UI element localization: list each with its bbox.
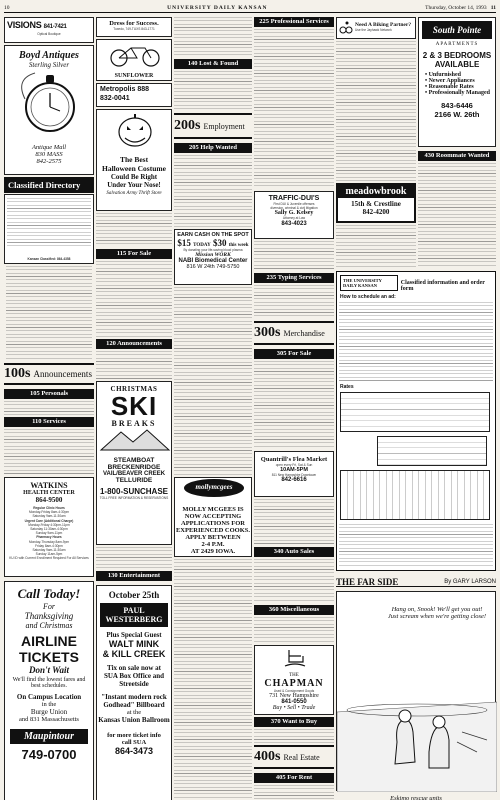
meadowbrook-ad (336, 183, 416, 223)
announcements-num: 100s (4, 366, 31, 381)
lost-found-header: 140 Lost & Found (174, 59, 252, 69)
molly-line6: 2-4 P.M. (201, 541, 225, 548)
newspaper-page (4, 3, 496, 800)
call-airline: AIRLINE (21, 633, 77, 649)
molly-line1: MOLLY MCGEES IS (182, 506, 244, 513)
metropolis-ad (96, 83, 172, 107)
announcements-label: Announcements (33, 369, 92, 379)
entertainment-header: 130 Entertainment (96, 571, 172, 581)
ski-phone: 1-800-SUNCHASE (99, 487, 169, 496)
watkins-phone: 864-9500 (35, 496, 63, 504)
earn-week: this week (228, 243, 249, 248)
watkins-hours-4: Urgent Care (Additional Charge) (24, 518, 74, 523)
ski-title: CHRISTMAS (110, 385, 158, 393)
far-side-byline: By GARY LARSON (444, 578, 496, 585)
watkins-name: WATKINS (30, 481, 68, 490)
south-pointe-available: AVAILABLE (434, 60, 480, 69)
hallow-line2: Halloween Costume (102, 164, 166, 173)
pocket-watch-icon (5, 69, 94, 139)
biking-sub: Use the Jayhawk Network (355, 27, 392, 32)
far-side-header (336, 577, 496, 587)
quantrill-days: open every Fri, Sat & Sun (275, 463, 313, 467)
quantrill-hours: 10AM-5PM (280, 467, 308, 474)
concert-info: for more ticket info call SUA (107, 732, 161, 746)
molly-line3: APPLICATIONS FOR (181, 520, 245, 527)
hallow-line5: Salvation Army Thrift Store (106, 191, 162, 196)
auto-sales-header: 340 Auto Sales (254, 547, 334, 557)
meadowbrook-phone: 842-4200 (362, 208, 390, 216)
concert-venue: Kansas Union Ballroom (98, 716, 170, 724)
call-address: and 831 Massachusetts (19, 716, 79, 723)
classified-order-form (336, 271, 496, 571)
watkins-hours-2: Monday-Friday 8am-4:30pm (28, 510, 70, 515)
south-pointe-item2: • Newer Appliances (425, 78, 475, 84)
ski-telluride: TELLURIDE (115, 477, 153, 484)
dress-sub: Tuxedo, 749-TUXS 843-1771 (113, 27, 155, 31)
earn-today: TODAY (193, 243, 211, 248)
announcements-banner (4, 363, 94, 385)
bicycle-icon (97, 40, 172, 68)
professional-services-header: 225 Professional Services (254, 17, 334, 27)
boyd-title: Boyd Antiques (19, 50, 79, 61)
boyd-sub: Sterling Silver (28, 61, 70, 69)
chapman-name: CHAPMAN (264, 678, 324, 689)
westerberg-concert-ad (96, 585, 172, 800)
maupintour-logo: Maupintour (10, 729, 88, 744)
watkins-hours-6: Saturday 11:30am-4:30pm (30, 527, 68, 532)
ski-vail: VAIL/BEAVER CREEK (102, 471, 166, 477)
sunchase-ski-ad (96, 381, 172, 545)
concert-date: October 25th (108, 590, 160, 600)
earn-address: 816 W 24th 749-5750 (186, 264, 240, 271)
sunflower-sub: BIKE SHOP (125, 79, 143, 81)
concert-tix3: Streetside (119, 680, 149, 688)
biking-title: Need A Biking Partner? (355, 21, 412, 28)
quantrill-flea-ad (254, 451, 334, 497)
meadowbrook-address: 15th & Crestline (351, 200, 401, 208)
maupintour-ad (4, 581, 94, 800)
molly-line2: NOW ACCEPTING (184, 513, 242, 520)
watkins-sub: HEALTH CENTER (23, 490, 75, 496)
watkins-hours-10: Friday 8am-4:30pm (35, 543, 63, 548)
miscellaneous-header: 360 Miscellaneous (254, 605, 334, 615)
metropolis-phone: 832-0041 (100, 95, 130, 102)
concert-tix1: Tix on sale now at (107, 664, 161, 672)
quantrill-address: 811 New Hampshire Downtown (271, 473, 317, 478)
form-how-title: How to schedule an ad: (340, 294, 396, 300)
south-pointe-item1: • Unfurnished (425, 72, 461, 78)
form-rates-title: Rates (340, 384, 354, 390)
watkins-hours-3: Saturday 9am-11:30am (32, 514, 66, 519)
concert-headliner: PAUL WESTERBERG (100, 603, 168, 627)
chapman-the: THE (289, 673, 299, 678)
classification-table (377, 436, 487, 466)
concert-quote2: Godhead" Billboard (103, 701, 165, 709)
hallow-line4: Under Your Nose! (107, 181, 161, 189)
ad-copy-grid[interactable] (340, 470, 490, 520)
chapman-phone: 841-0550 (281, 699, 307, 706)
call-christmas: and Christmas (25, 621, 73, 630)
for-sale-header-c2: 115 For Sale (96, 249, 172, 259)
ski-sub: BREAKS (111, 419, 157, 428)
chapman-address: 731 New Hampshire (269, 693, 319, 700)
watkins-hours-9: Monday-Thursday 8am-9pm (28, 539, 70, 544)
molly-line5: APPLY BETWEEN (185, 534, 241, 541)
watkins-note: KU ID with Current Enrollment Required For All Services (9, 556, 89, 561)
watkins-hours-8: Pharmacy Hours (36, 535, 62, 540)
classified-index (4, 194, 94, 264)
roommate-wanted-header: 430 Roommate Wanted (418, 151, 496, 161)
south-pointe-logo: South Pointe (422, 21, 492, 39)
south-pointe-address: 2166 W. 26th (434, 110, 480, 119)
call-on-campus: On Campus Location (16, 693, 82, 701)
ski-toll-free: TOLL FREE INFORMATION & RESERVATIONS (99, 496, 169, 500)
for-sale-header: 305 For Sale (254, 349, 334, 359)
concert-guest1: WALT MINK (108, 639, 160, 649)
far-side-cartoon (336, 591, 496, 791)
maupintour-phone: 749-0700 (21, 747, 77, 762)
south-pointe-phone: 843-6446 (441, 101, 473, 110)
traffic-dui-ad (254, 191, 334, 239)
call-today-title: Call Today! (17, 586, 81, 601)
far-side-balloon: Hang on, Snook! We'll get you out! Just scream when we're getting close! (387, 606, 487, 620)
earn-title: EARN CASH ON THE SPOT (177, 232, 249, 238)
south-pointe-ad (418, 17, 496, 147)
call-burge: Burge Union (30, 708, 68, 716)
traffic-line2: First DUI & Juvenile offenses (273, 202, 315, 206)
watkins-hours-12: Sunday 11am-5pm (35, 552, 63, 557)
traffic-line3: diversion, criminal & civil litigation (270, 206, 318, 211)
ski-breckenridge: BRECKENRIDGE (107, 464, 161, 471)
meadowbrook-name: meadowbrook (338, 185, 414, 198)
newspaper-title: UNIVERSITY DAILY KANSAN (167, 4, 268, 11)
traffic-phone: 843-4023 (281, 220, 307, 227)
watkins-hours-7: Sunday 9am-11pm (35, 531, 63, 536)
south-pointe-item3: • Reasonable Rates (425, 84, 474, 90)
molly-line7: AT 2429 IOWA. (190, 548, 236, 555)
concert-tix2: SUA Box Office and (103, 672, 165, 680)
page-number-left: 10 (4, 4, 10, 11)
real-estate-num: 400s (254, 749, 281, 764)
visions-name: VISIONS (7, 20, 42, 30)
mountain-icon (97, 428, 172, 452)
sunflower-ad (96, 39, 172, 81)
merchandise-banner (254, 321, 334, 345)
classified-rates-label: Kansan Classified: 864-4358 (27, 256, 71, 261)
watkins-hours-11: Saturday 9am-11:30am (32, 548, 66, 553)
form-masthead: THE UNIVERSITY DAILY KANSAN (343, 278, 382, 288)
call-in-the: in the (41, 701, 57, 708)
traffic-title: TRAFFIC-DUI'S (268, 195, 320, 202)
dress-ad (96, 17, 172, 37)
chapman-tag: Buy • Sell • Trade (272, 705, 316, 712)
form-subtitle: Classified information and order form (400, 280, 485, 292)
rates-table (340, 392, 490, 432)
concert-quote1: "Instant modern rock (101, 693, 167, 701)
south-pointe-bedrooms: 2 & 3 BEDROOMS (422, 51, 492, 60)
call-thanksgiving: Thanksgiving (24, 611, 74, 621)
help-wanted-header: 205 Help Wanted (174, 143, 252, 153)
real-estate-label: Real Estate (283, 752, 320, 762)
cyclist-icon (339, 20, 353, 34)
south-pointe-sub: APARTMENTS (435, 42, 479, 47)
biking-partner-ad (336, 17, 416, 39)
ski-steamboat: STEAMBOAT (113, 457, 155, 464)
quantrill-phone: 842-6616 (281, 477, 307, 484)
chapman-ad (254, 645, 334, 715)
metropolis-name: Metropolis 888 (100, 86, 150, 93)
nabi-plasma-ad (174, 229, 252, 285)
molly-line4: EXPERIENCED COOKS. (175, 527, 251, 534)
visions-ad (4, 17, 94, 43)
concert-guest2: & KILL CREEK (102, 649, 166, 659)
quantrill-title: Quantrill's Flea Market (260, 456, 328, 463)
far-side-caption: Eskimo rescue units (390, 795, 442, 800)
concert-phone: 864-3473 (114, 746, 154, 756)
molly-name: mollymcgees (195, 483, 233, 491)
announcements-header-c2: 120 Announcements (96, 339, 172, 349)
hallow-line1: The Best (119, 155, 149, 164)
for-rent-header: 405 For Rent (254, 773, 334, 783)
traffic-attorney: Sally G. Kelsey (274, 210, 314, 217)
merchandise-num: 300s (254, 325, 281, 340)
employment-banner (174, 113, 252, 139)
want-to-buy-header: 370 Want to Buy (254, 717, 334, 727)
call-tickets: TICKETS (19, 649, 79, 665)
chapman-goods: Used & Consignment Goods (273, 689, 315, 693)
watkins-hours-1: Regular Clinic Hours (33, 506, 65, 510)
call-for: For (43, 602, 55, 611)
call-find-fares: We'll find the lowest fares and best schedules. (12, 677, 86, 689)
employment-num: 200s (174, 118, 201, 133)
page-header (4, 3, 496, 13)
services-header: 110 Services (4, 417, 94, 427)
ski-big: SKI (110, 391, 158, 421)
call-dont-wait: Don't Wait (29, 665, 69, 675)
dress-title: Dress for Success. (109, 20, 159, 27)
salvation-army-ad (96, 109, 172, 211)
page-number-right: 11 (490, 4, 496, 11)
hallow-line3: Could Be Right (110, 173, 158, 181)
molly-mcgees-ad (174, 477, 252, 557)
boyd-antiques-ad (4, 45, 94, 175)
typing-services-header: 235 Typing Services (254, 273, 334, 283)
employment-label: Employment (203, 121, 245, 131)
real-estate-banner (254, 745, 334, 769)
rocking-chair-icon (255, 646, 334, 668)
personals-header: 105 Personals (4, 389, 94, 399)
earn-center: NABI Biomedical Center (178, 258, 248, 265)
concert-plus: Plus Special Guest (106, 631, 162, 639)
far-side-title: THE FAR SIDE (336, 576, 399, 587)
concert-quote3: at the (126, 709, 142, 716)
earn-amount2: $30 (212, 238, 227, 248)
earn-amount1: $15 (177, 238, 191, 248)
south-pointe-item4: • Professionally Managed (425, 90, 490, 96)
watkins-health-ad (4, 477, 94, 577)
boyd-line2: 830 MASS (35, 151, 63, 158)
eskimo-cartoon-drawing (337, 592, 497, 792)
traffic-law: Attorney at Law (282, 216, 306, 221)
boyd-line3: 842-2575 (36, 158, 62, 165)
watkins-hours-5: Monday-Friday 4:30pm-11pm (28, 522, 70, 527)
earn-mission: Mission WORK (195, 252, 231, 259)
issue-date: Thursday, October 14, 1993 (425, 4, 487, 11)
merchandise-label: Merchandise (283, 328, 325, 338)
visions-tag: Optical Boutique (37, 32, 61, 36)
sunflower-name: SUNFLOWER (114, 73, 154, 79)
visions-phone: 841-7421 (43, 24, 67, 30)
boyd-line1: Antique Mall (31, 144, 67, 151)
classified-directory-header: Classified Directory (4, 177, 94, 193)
halloween-costume-icon (97, 110, 172, 150)
earn-donate: By donating your life-saving blood plasma (183, 248, 243, 252)
